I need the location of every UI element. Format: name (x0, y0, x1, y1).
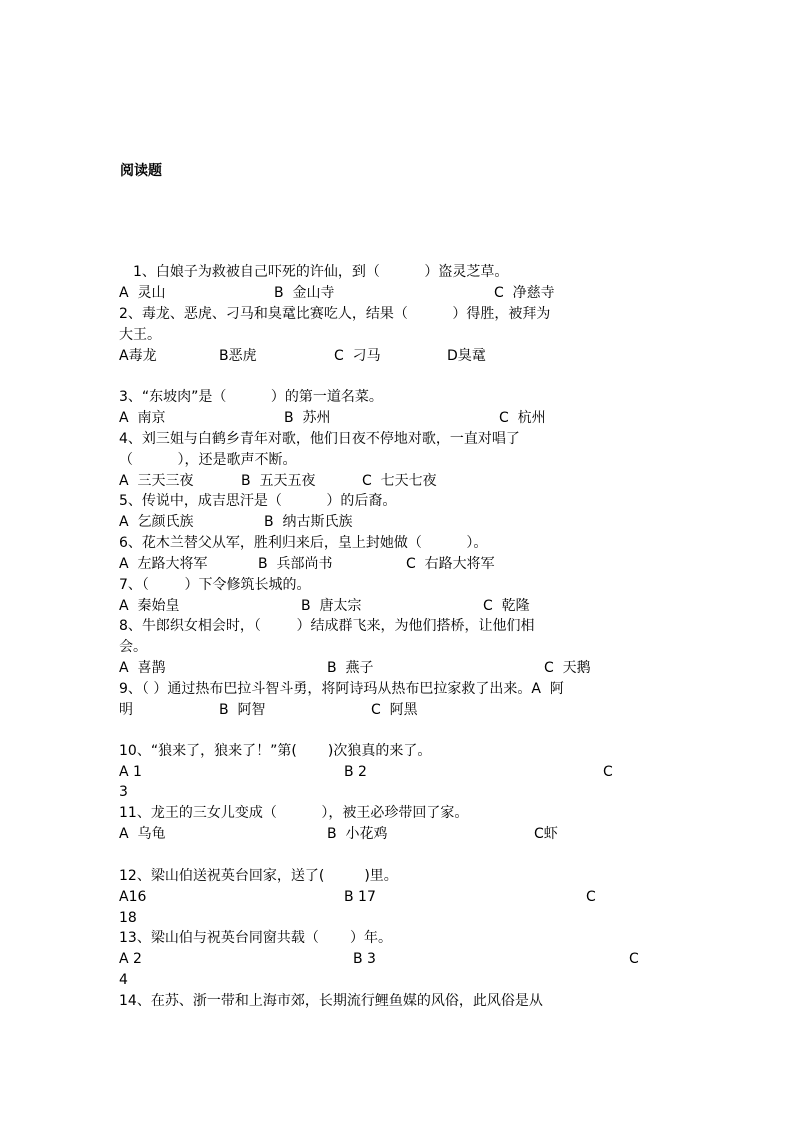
option-a: A16 (119, 889, 147, 905)
option-a: A 左路大将军 (119, 556, 208, 572)
option-b: B 兵部尚书 (258, 556, 333, 572)
question-11: 11、龙王的三女儿变成（ ），被王必珍带回了家。 (119, 805, 469, 821)
option-b: B 纳古斯氏族 (264, 514, 353, 530)
question-14: 14、在苏、浙一带和上海市郊，长期流行鲤鱼媒的风俗，此风俗是从 (119, 993, 543, 1009)
question-13: 13、梁山伯与祝英台同窗共载（ ）年。 (119, 930, 392, 946)
option-a: A 秦始皇 (119, 598, 180, 614)
option-a: A 灵山 (119, 285, 166, 301)
option-c: C (629, 951, 639, 967)
option-b: B 燕子 (327, 660, 374, 676)
option-c: C 七天七夜 (362, 473, 437, 489)
option-b: B 金山寺 (274, 285, 335, 301)
option-a-cont: 明 (119, 702, 133, 718)
question-4-cont: （ ），还是歌声不断。 (119, 452, 297, 468)
question-10: 10、“狼来了，狼来了！”第( )次狼真的来了。 (119, 743, 432, 759)
question-3: 3、“东坡肉”是（ ）的第一道名菜。 (119, 389, 383, 405)
option-b: B 阿智 (219, 702, 266, 718)
question-8: 8、牛郎织女相会时，（ ）结成群飞来，为他们搭桥，让他们相 (119, 618, 535, 634)
question-8-cont: 会。 (119, 639, 147, 655)
option-b: B 小花鸡 (327, 826, 388, 842)
question-4: 4、刘三姐与白鹤乡青年对歌，他们日夜不停地对歌，一直对唱了 (119, 431, 520, 447)
question-7: 7、（ ）下令修筑长城的。 (119, 577, 311, 593)
option-c: C 阿黑 (371, 702, 418, 718)
option-c-value: 3 (119, 784, 128, 800)
option-c-value: 4 (119, 972, 128, 988)
option-c-value: 18 (119, 910, 137, 926)
option-a: A 喜鹊 (119, 660, 166, 676)
question-5: 5、传说中，成吉思汗是（ ）的后裔。 (119, 493, 397, 509)
option-c: C 乾隆 (483, 598, 530, 614)
question-2: 2、毒龙、恶虎、刁马和臭鼋比赛吃人，结果（ ）得胜，被拜为 (119, 306, 551, 322)
page-title: 阅读题 (120, 163, 162, 179)
question-2-cont: 大王。 (119, 327, 161, 343)
option-c: C 刁马 (334, 348, 381, 364)
option-a: A 南京 (119, 410, 166, 426)
option-c: C (586, 889, 596, 905)
option-b: B 唐太宗 (301, 598, 362, 614)
option-b: B 五天五夜 (241, 473, 316, 489)
option-b: B恶虎 (219, 348, 257, 364)
option-a: A 1 (119, 764, 142, 780)
question-1: 1、白娘子为救被自己吓死的许仙，到（ ）盗灵芝草。 (133, 264, 509, 280)
option-a: A 乌龟 (119, 826, 166, 842)
option-b: B 3 (353, 951, 376, 967)
option-b: B 2 (344, 764, 367, 780)
option-c: C (603, 764, 613, 780)
option-c: C 净慈寺 (494, 285, 555, 301)
option-b: B 苏州 (284, 410, 331, 426)
question-9: 9、（ ）通过热布巴拉斗智斗勇，将阿诗玛从热布巴拉家救了出来。A 阿 (119, 681, 564, 697)
option-a: A 乞颜氏族 (119, 514, 194, 530)
question-12: 12、梁山伯送祝英台回家，送了( )里。 (119, 868, 398, 884)
option-c: C 杭州 (499, 410, 546, 426)
option-c: C 天鹅 (544, 660, 591, 676)
option-c: C 右路大将军 (406, 556, 495, 572)
option-a: A 三天三夜 (119, 473, 194, 489)
option-c: C虾 (534, 826, 558, 842)
question-6: 6、花木兰替父从军，胜利归来后，皇上封她做（ ）。 (119, 535, 488, 551)
option-d: D臭鼋 (447, 348, 486, 364)
option-b: B 17 (344, 889, 376, 905)
option-a: A毒龙 (119, 348, 157, 364)
option-a: A 2 (119, 951, 142, 967)
